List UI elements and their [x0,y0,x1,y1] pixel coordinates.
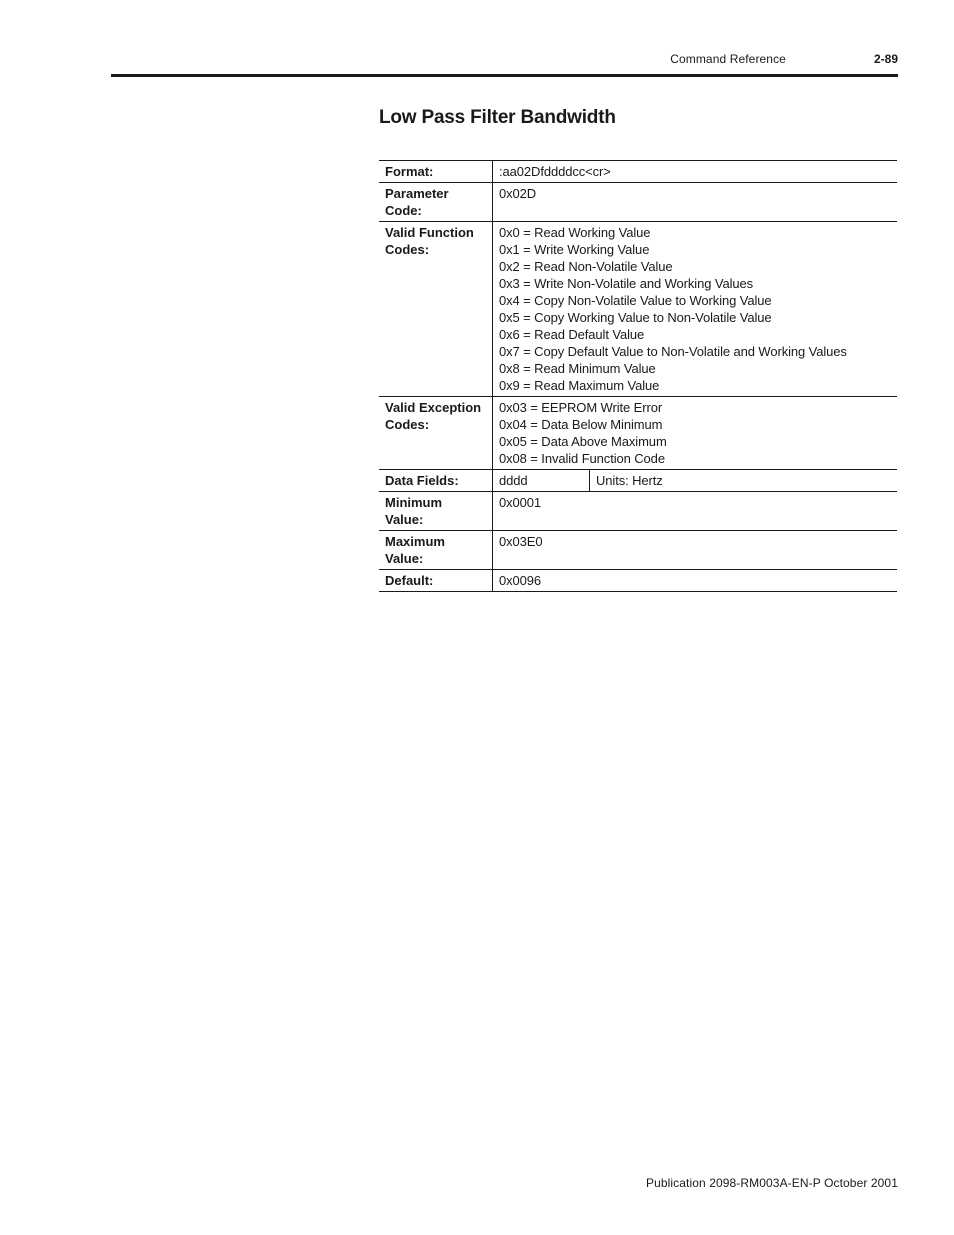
valid-exception-codes-list [493,397,898,470]
table-row-format [379,161,897,183]
minimum-value: 0x0001 [493,492,898,531]
parameter-table [379,160,897,592]
maximum-value-label: Maximum Value: [379,531,493,570]
page-title: Low Pass Filter Bandwidth [379,107,616,128]
parameter-code-label: Parameter Code: [379,183,493,222]
header-rule [111,74,898,77]
running-header [670,52,898,66]
valid-function-codes-label: Valid Function Codes: [379,222,493,397]
parameter-code-value: 0x02D [493,183,898,222]
format-value: :aa02Dfddddcc<cr> [493,161,898,183]
page-number: 2-89 [873,52,898,66]
list-item: 0x04 = Data Below Minimum [499,417,663,432]
list-item: 0x03 = EEPROM Write Error [499,400,663,415]
default-value: 0x0096 [493,570,898,592]
table-row-parameter-code [379,183,897,222]
section-name: Command Reference [670,52,786,66]
table-row-maximum-value [379,531,897,570]
list-item: 0x0 = Read Working Value [499,225,651,240]
list-item: 0x6 = Read Default Value [499,327,645,342]
valid-function-codes-list [493,222,898,397]
list-item: 0x8 = Read Minimum Value [499,361,656,376]
table-row-valid-function-codes [379,222,897,397]
minimum-value-label: Minimum Value: [379,492,493,531]
data-fields-label: Data Fields: [379,470,493,492]
data-fields-units: Units: Hertz [590,470,898,492]
maximum-value: 0x03E0 [493,531,898,570]
list-item: 0x1 = Write Working Value [499,242,650,257]
valid-exception-codes-label: Valid Exception Codes: [379,397,493,470]
list-item: 0x7 = Copy Default Value to Non-Volatile and Working Values [499,344,847,359]
table-row-minimum-value [379,492,897,531]
publication-footer: Publication 2098-RM003A-EN-P October 2001 [645,1176,898,1190]
list-item: 0x9 = Read Maximum Value [499,378,660,393]
list-item: 0x08 = Invalid Function Code [499,451,665,466]
list-item: 0x3 = Write Non-Volatile and Working Values [499,276,754,291]
data-fields-value: dddd [493,470,590,492]
list-item: 0x5 = Copy Working Value to Non-Volatile Value [499,310,772,325]
list-item: 0x4 = Copy Non-Volatile Value to Working Value [499,293,772,308]
list-item: 0x2 = Read Non-Volatile Value [499,259,673,274]
table-row-valid-exception-codes [379,397,897,470]
list-item: 0x05 = Data Above Maximum [499,434,667,449]
table-row-default [379,570,897,592]
table-row-data-fields [379,470,897,492]
format-label: Format: [379,161,493,183]
default-label: Default: [379,570,493,592]
